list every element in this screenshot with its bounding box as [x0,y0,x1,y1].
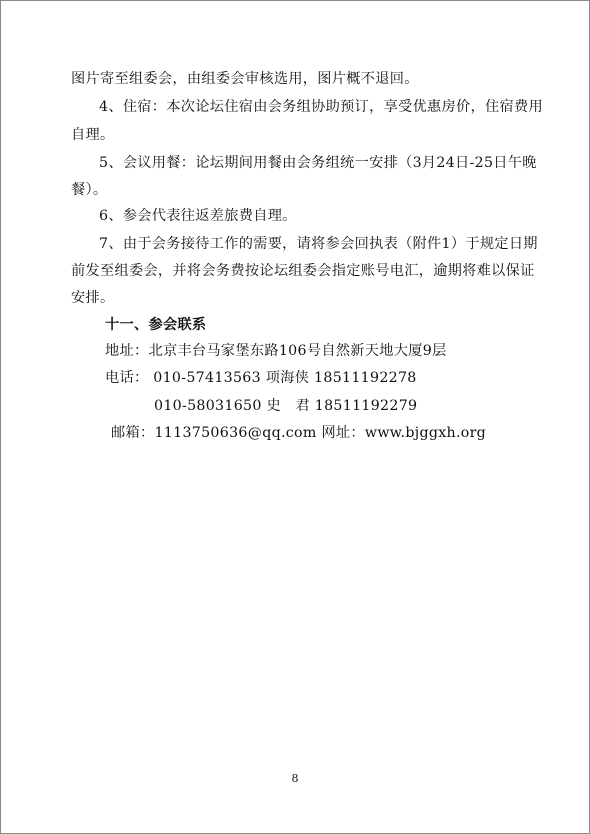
section-heading: 十一、参会联系 [105,317,207,333]
contact-phone: 010-58031650 史 君 18511192279 [154,398,418,414]
contact-address: 地址：北京丰台马家堡东路106号自然新天地大厦9层 [105,343,447,359]
body-line: 6、参会代表往返差旅费自理。 [99,208,297,224]
body-line: 7、由于会务接待工作的需要，请将参会回执表（附件1）于规定日期 [99,236,538,252]
body-line: 安排。 [71,290,115,306]
body-line: 前发至组委会，并将会务费按论坛组委会指定账号电汇，逾期将难以保证 [71,263,535,279]
body-line: 自理。 [71,127,115,143]
page-number: 8 [291,772,299,785]
body-line: 5、会议用餐：论坛期间用餐由会务组统一安排（3月24日-25日午晚 [99,155,537,171]
contact-phone: 电话： 010-57413563 项海侠 18511192278 [105,370,417,386]
body-line: 4、住宿：本次论坛住宿由会务组协助预订，享受优惠房价，住宿费用 [99,99,543,115]
contact-email-web: 邮箱：1113750636@qq.com 网址：www.bjggxh.org [111,425,487,441]
body-line: 餐）。 [71,182,108,198]
body-line: 图片寄至组委会，由组委会审核选用，图片概不退回。 [71,71,419,87]
